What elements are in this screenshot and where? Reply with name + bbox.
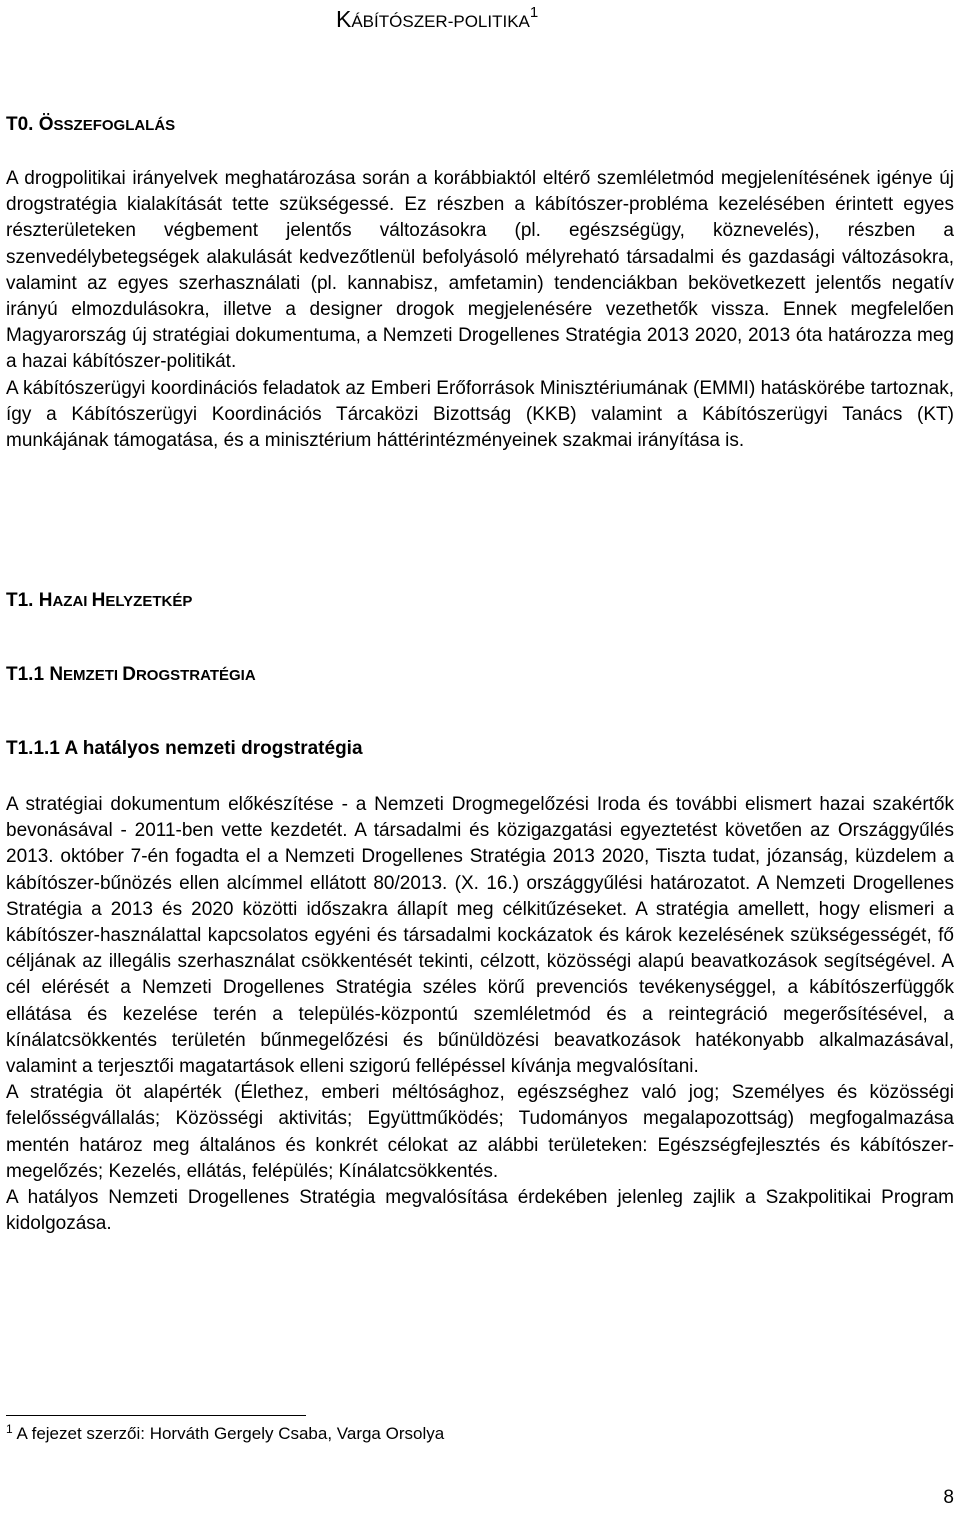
heading-t0 <box>6 114 175 136</box>
heading-t1-number: T1. <box>6 590 39 611</box>
body-paragraph-2: A stratégia öt alapérték (Élethez, emberi méltósághoz, egészséghez való jog; Személyes és közösségi felelősségvállalás; Közösségi aktivitás; Együttműködés; Tudományos megalapozottság) megfogalmazása mentén határoz meg általános és konkrét célokat az alábbi területeken: Egészségfejlesztés és kábítószer-megelőzés; Kezelés, ellátás, felépülés; Kínálatcsökkentés. <box>6 1082 954 1182</box>
heading-t1-1-rest-2: ROGSTRATÉGIA <box>135 667 256 684</box>
drug-strategy-section <box>6 792 954 1237</box>
summary-section <box>6 166 954 454</box>
heading-t1-1-initial-1: N <box>49 664 64 685</box>
footnote-text: A fejezet szerzői: Horváth Gergely Csaba, Varga Orsolya <box>12 1424 445 1443</box>
heading-t1-1 <box>6 664 256 686</box>
heading-t1-initial-1: H <box>38 590 53 611</box>
heading-t1-rest-1: AZAI <box>52 593 92 610</box>
heading-t0-initial: Ö <box>38 114 54 135</box>
title-footnote-ref[interactable]: 1 <box>529 4 539 21</box>
footnote <box>6 1424 444 1444</box>
page-number: 8 <box>943 1487 954 1508</box>
heading-t1-1-1: T1.1.1 A hatályos nemzeti drogstratégia <box>6 738 363 759</box>
heading-t0-number: T0. <box>6 114 39 135</box>
page-title <box>336 6 636 33</box>
footnote-separator <box>6 1415 306 1416</box>
heading-t1-rest-2: ELYZETKÉP <box>105 593 193 610</box>
heading-t1-1-initial-2: D <box>122 664 136 685</box>
body-paragraph-3: A hatályos Nemzeti Drogellenes Stratégia megvalósítása érdekében jelenleg zajlik a Szakpolitikai Program kidolgozása. <box>6 1187 954 1235</box>
heading-t1 <box>6 590 192 612</box>
title-rest: ÁBÍTÓSZER-POLITIKA <box>351 12 530 31</box>
heading-t1-1-number: T1.1 <box>6 664 50 685</box>
title-initial: K <box>336 6 352 32</box>
body-paragraph-1: A stratégiai dokumentum előkészítése - a Nemzeti Drogmegelőzési Iroda és további elismert hazai szakértők bevonásával - 2011-ben vette kezdetét. A társadalmi és közigazgatási egyeztetést követően az Országgyűlés 2013. október 7-én fogadta el a Nemzeti Drogellenes Stratégia 2013 2020, Tiszta tudat, józanság, küzdelem a kábítószer-bűnözés ellen alcímmel ellátott 80/2013. (X. 16.) országgyűlési határozatot. A Nemzeti Drogellenes Stratégia a 2013 és 2020 közötti időszakra állapít meg célkitűzéseket. A stratégia amellett, hogy elismeri a kábítószer-használattal kapcsolatos egyéni és társadalmi kockázatok és károk kezelésének szükségességét, fő céljának az illegális szerhasználat csökkentését tekinti, célzott, közösségi alapú beavatkozások segítségével. A cél elérését a Nemzeti Drogellenes Stratégia széles körű prevenciós tevékenységgel, a kábítószerfüggők ellátása és kezelése terén a település-központú szemléletmód és a reintegráció megerősítésével, a kínálatcsökkentés területén bűnmegelőzési és bűnüldözési beavatkozások hatékonyabb alkalmazásával, valamint a terjesztői magatartások elleni szigorú fellépéssel kívánja megvalósítani. <box>6 794 954 1078</box>
summary-paragraph-2: A kábítószerügyi koordinációs feladatok az Emberi Erőforrások Minisztériumának (EMMI) hatáskörébe tartoznak, így a Kábítószerügyi Koordinációs Tárcaközi Bizottság (KKB) valamint a Kábítószerügyi Tanács (KT) munkájának támogatása, és a minisztérium háttérintézményeinek szakmai irányítása is. <box>6 377 954 452</box>
heading-t0-rest: SSZEFOGLALÁS <box>53 117 176 134</box>
heading-t1-1-rest-1: EMZETI <box>63 667 123 684</box>
summary-paragraph-1: A drogpolitikai irányelvek meghatározása során a korábbiaktól eltérő szemléletmód megjelenítésének igénye új drogstratégia kialakítását tette szükségessé. Ez részben a kábítószer-probléma kezelésében érintett egyes részterületeken végbement jelentős változásokra (pl. egészségügy, köznevelés), részben a szenvedélybetegségek alakulását kedvezőtlenül befolyásoló mélyreható társadalmi és gazdasági változásokra, valamint az egyes szerhasználati (pl. kannabisz, amfetamin) tendenciákban bekövetkezett jelentős negatív irányú elmozdulásokra, illetve a designer drogok megjelenésére vezethetők vissza. Ennek megfelelően Magyarország új stratégiai dokumentuma, a Nemzeti Drogellenes Stratégia 2013 2020, 2013 óta határozza meg a hazai kábítószer-politikát. <box>6 168 954 373</box>
heading-t1-initial-2: H <box>91 590 106 611</box>
footnote-number: 1 <box>6 1422 13 1436</box>
